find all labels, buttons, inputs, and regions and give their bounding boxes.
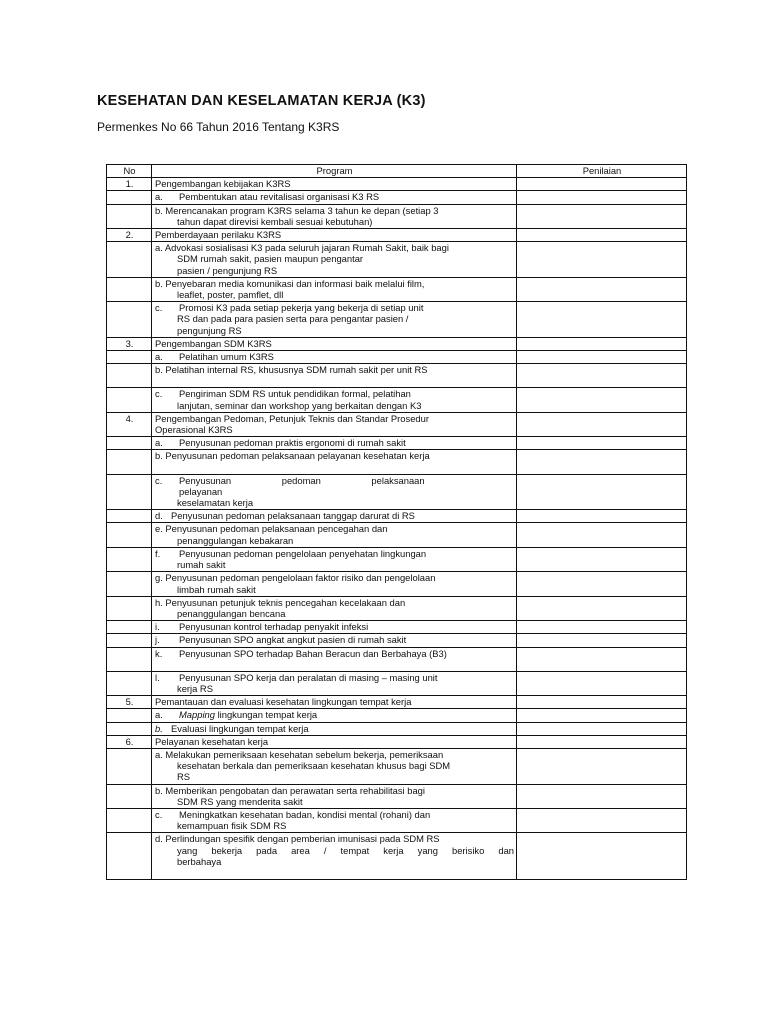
item-text: b. Pelatihan internal RS, khususnya SDM rumah sakit per unit RS <box>155 364 428 376</box>
item-text: Operasional K3RS <box>155 424 233 436</box>
program-cell <box>152 709 517 722</box>
penilaian-cell <box>517 833 687 880</box>
penilaian-cell <box>517 178 687 191</box>
program-cell <box>152 204 517 228</box>
item-text: pasien / pengunjung RS <box>177 264 278 276</box>
row-number <box>107 748 152 784</box>
penilaian-cell <box>517 204 687 228</box>
item-label: c. <box>155 808 163 820</box>
item-text: a. Melakukan pemeriksaan kesehatan sebelum bekerja, pemeriksaan <box>155 748 444 760</box>
item-label: c. <box>155 388 163 400</box>
row-number <box>107 474 152 510</box>
program-cell <box>152 510 517 523</box>
row-number <box>107 808 152 832</box>
item-label: c. <box>155 474 163 486</box>
item-text: tahun dapat direvisi kembali sesuai kebutuhan) <box>177 215 373 227</box>
row-number: 1. <box>107 178 152 191</box>
row-number: 3. <box>107 337 152 350</box>
item-text: RS dan pada para pasien serta para pengantar pasien / <box>177 313 409 325</box>
header-program: Program <box>152 165 517 178</box>
row-number <box>107 647 152 671</box>
row-number <box>107 242 152 278</box>
program-cell <box>152 474 517 510</box>
program-cell <box>152 351 517 364</box>
penilaian-cell <box>517 337 687 350</box>
program-cell <box>152 748 517 784</box>
table-row <box>107 388 687 412</box>
penilaian-cell <box>517 437 687 450</box>
program-cell <box>152 634 517 647</box>
item-text: rumah sakit <box>177 559 226 571</box>
penilaian-cell <box>517 647 687 671</box>
program-cell <box>152 621 517 634</box>
row-number <box>107 784 152 808</box>
item-label: f. <box>155 547 161 559</box>
table-row <box>107 634 687 647</box>
program-cell <box>152 808 517 832</box>
item-label: c. <box>155 302 163 314</box>
item-text: lanjutan, seminar dan workshop yang berkaitan dengan K3 <box>177 399 422 411</box>
program-cell <box>152 364 517 388</box>
item-text: d. Perlindungan spesifik dengan pemberian imunisasi pada SDM RS <box>155 833 440 845</box>
row-number <box>107 523 152 547</box>
program-cell: Pelayanan kesehatan kerja <box>152 735 517 748</box>
program-cell <box>152 450 517 474</box>
item-text: Penyusunan kontrol terhadap penyakit infeksi <box>179 621 369 633</box>
item-text: b. Penyusunan pedoman pelaksanaan pelayanan kesehatan kerja <box>155 450 430 462</box>
item-text: lingkungan tempat kerja <box>214 709 318 721</box>
item-label: b. <box>155 722 163 734</box>
penilaian-cell <box>517 510 687 523</box>
table-row <box>107 748 687 784</box>
item-text: limbah rumah sakit <box>177 583 256 595</box>
penilaian-cell <box>517 277 687 301</box>
item-text: Pengiriman SDM RS untuk pendidikan formal, pelatihan <box>179 388 411 400</box>
item-text: Evaluasi lingkungan tempat kerja <box>171 722 309 734</box>
table-row <box>107 364 687 388</box>
row-number <box>107 833 152 880</box>
item-label: a. <box>155 437 163 449</box>
header-no: No <box>107 165 152 178</box>
program-cell <box>152 833 517 880</box>
penilaian-cell <box>517 412 687 436</box>
table-row <box>107 412 687 436</box>
table-row <box>107 178 687 191</box>
penilaian-cell <box>517 302 687 338</box>
item-label: d. <box>155 510 163 522</box>
table-row <box>107 474 687 510</box>
row-number <box>107 596 152 620</box>
program-cell <box>152 572 517 596</box>
item-text: yang bekerja pada area / tempat kerja yang berisiko dan <box>177 844 514 856</box>
table-row <box>107 510 687 523</box>
row-number <box>107 437 152 450</box>
table-header-row <box>107 165 687 178</box>
row-number <box>107 204 152 228</box>
program-cell <box>152 388 517 412</box>
header-penilaian: Penilaian <box>517 165 687 178</box>
row-number <box>107 302 152 338</box>
penilaian-cell <box>517 572 687 596</box>
program-cell <box>152 242 517 278</box>
item-text: h. Penyusunan petunjuk teknis pencegahan kecelakaan dan <box>155 596 406 608</box>
penilaian-cell <box>517 364 687 388</box>
item-text: Promosi K3 pada setiap pekerja yang bekerja di setiap unit <box>179 302 424 314</box>
row-number <box>107 364 152 388</box>
item-text: Pengembangan Pedoman, Petunjuk Teknis dan Standar Prosedur <box>155 412 429 424</box>
penilaian-cell <box>517 709 687 722</box>
table-row <box>107 547 687 571</box>
row-number <box>107 634 152 647</box>
table-row <box>107 735 687 748</box>
row-number <box>107 450 152 474</box>
row-number <box>107 671 152 695</box>
program-cell: Pemberdayaan perilaku K3RS <box>152 229 517 242</box>
row-number <box>107 709 152 722</box>
row-number <box>107 510 152 523</box>
item-label: a. <box>155 351 163 363</box>
item-label: l. <box>155 671 160 683</box>
item-label: k. <box>155 647 163 659</box>
table-row <box>107 351 687 364</box>
item-text: penanggulangan bencana <box>177 607 286 619</box>
table-row <box>107 596 687 620</box>
table-row <box>107 572 687 596</box>
item-text: penanggulangan kebakaran <box>177 534 294 546</box>
table-row <box>107 229 687 242</box>
penilaian-cell <box>517 191 687 204</box>
row-number <box>107 621 152 634</box>
penilaian-cell <box>517 450 687 474</box>
penilaian-cell <box>517 596 687 620</box>
penilaian-cell <box>517 722 687 735</box>
program-cell: Pengembangan SDM K3RS <box>152 337 517 350</box>
penilaian-cell <box>517 547 687 571</box>
item-label: j. <box>155 634 160 646</box>
program-cell <box>152 437 517 450</box>
item-text: b. Penyebaran media komunikasi dan informasi baik melalui film, <box>155 277 425 289</box>
table-row <box>107 302 687 338</box>
table-row <box>107 784 687 808</box>
item-label: a. <box>155 191 163 203</box>
table-row <box>107 647 687 671</box>
penilaian-cell <box>517 351 687 364</box>
item-text: keselamatan kerja <box>177 497 254 509</box>
table-row <box>107 204 687 228</box>
row-number <box>107 572 152 596</box>
program-cell <box>152 596 517 620</box>
item-text: e. Penyusunan pedoman pelaksanaan pencegahan dan <box>155 523 388 535</box>
penilaian-cell <box>517 784 687 808</box>
item-text: kerja RS <box>177 682 213 694</box>
penilaian-cell <box>517 229 687 242</box>
item-text: kesehatan berkala dan pemeriksaan kesehatan khusus bagi SDM <box>177 760 451 772</box>
table-row <box>107 722 687 735</box>
item-label: a. <box>155 709 163 721</box>
item-text: berbahaya <box>177 855 222 867</box>
row-number: 2. <box>107 229 152 242</box>
document-title: KESEHATAN DAN KESELAMATAN KERJA (K3) <box>97 93 426 109</box>
item-text: SDM rumah sakit, pasien maupun pengantar <box>177 253 364 265</box>
table-row <box>107 671 687 695</box>
table-row <box>107 191 687 204</box>
penilaian-cell <box>517 621 687 634</box>
penilaian-cell <box>517 696 687 709</box>
program-cell <box>152 671 517 695</box>
item-text: Pembentukan atau revitalisasi organisasi K3 RS <box>179 191 380 203</box>
table-row <box>107 337 687 350</box>
penilaian-cell <box>517 634 687 647</box>
program-cell <box>152 784 517 808</box>
table-row <box>107 277 687 301</box>
program-cell <box>152 722 517 735</box>
item-label: i. <box>155 621 160 633</box>
program-cell <box>152 647 517 671</box>
program-cell: Pemantauan dan evaluasi kesehatan lingkungan tempat kerja <box>152 696 517 709</box>
item-text: Pelatihan umum K3RS <box>179 351 274 363</box>
penilaian-cell <box>517 671 687 695</box>
table-row <box>107 242 687 278</box>
penilaian-cell <box>517 474 687 510</box>
table-row <box>107 833 687 880</box>
penilaian-cell <box>517 748 687 784</box>
penilaian-cell <box>517 735 687 748</box>
penilaian-cell <box>517 242 687 278</box>
item-text: a. Advokasi sosialisasi K3 pada seluruh jajaran Rumah Sakit, baik bagi <box>155 242 449 254</box>
item-text: Penyusunan SPO kerja dan peralatan di masing – masing unit <box>179 671 438 683</box>
item-text: g. Penyusunan pedoman pengelolaan faktor risiko dan pengelolaan <box>155 572 436 584</box>
item-text: Penyusunan pedoman pengelolaan penyehatan lingkungan <box>179 547 427 559</box>
program-cell <box>152 523 517 547</box>
table-row <box>107 709 687 722</box>
row-number <box>107 191 152 204</box>
item-text: Penyusunan SPO terhadap Bahan Beracun dan Berbahaya (B3) <box>179 647 447 659</box>
item-text: Penyusunan pedoman pelaksanaan tanggap darurat di RS <box>171 510 415 522</box>
penilaian-cell <box>517 808 687 832</box>
item-text: SDM RS yang menderita sakit <box>177 795 303 807</box>
item-text: Penyusunan SPO angkat angkut pasien di rumah sakit <box>179 634 407 646</box>
program-cell <box>152 412 517 436</box>
row-number: 4. <box>107 412 152 436</box>
table-row <box>107 696 687 709</box>
item-text: RS <box>177 771 191 783</box>
item-text: leaflet, poster, pamflet, dll <box>177 289 284 301</box>
program-cell <box>152 191 517 204</box>
table-row <box>107 523 687 547</box>
table-row <box>107 437 687 450</box>
item-text: kemampuan fisik SDM RS <box>177 820 287 832</box>
table-row <box>107 621 687 634</box>
table-row <box>107 808 687 832</box>
row-number <box>107 351 152 364</box>
document-subtitle: Permenkes No 66 Tahun 2016 Tentang K3RS <box>97 120 340 134</box>
item-text: pengunjung RS <box>177 324 242 336</box>
table-row <box>107 450 687 474</box>
program-cell: Pengembangan kebijakan K3RS <box>152 178 517 191</box>
row-number: 5. <box>107 696 152 709</box>
item-text-emphasis: Mapping <box>179 709 215 721</box>
program-cell <box>152 547 517 571</box>
row-number: 6. <box>107 735 152 748</box>
k3-program-table <box>106 164 687 880</box>
penilaian-cell <box>517 388 687 412</box>
penilaian-cell <box>517 523 687 547</box>
program-cell <box>152 302 517 338</box>
row-number <box>107 277 152 301</box>
item-text: Penyusunan pedoman pelaksanaan pelayanan <box>179 474 425 497</box>
item-text: Meningkatkan kesehatan badan, kondisi mental (rohani) dan <box>179 808 431 820</box>
row-number <box>107 547 152 571</box>
item-text: b. Merencanakan program K3RS selama 3 tahun ke depan (setiap 3 <box>155 204 439 216</box>
row-number <box>107 722 152 735</box>
row-number <box>107 388 152 412</box>
program-cell <box>152 277 517 301</box>
item-text: b. Memberikan pengobatan dan perawatan serta rehabilitasi bagi <box>155 784 425 796</box>
item-text: Penyusunan pedoman praktis ergonomi di rumah sakit <box>179 437 406 449</box>
